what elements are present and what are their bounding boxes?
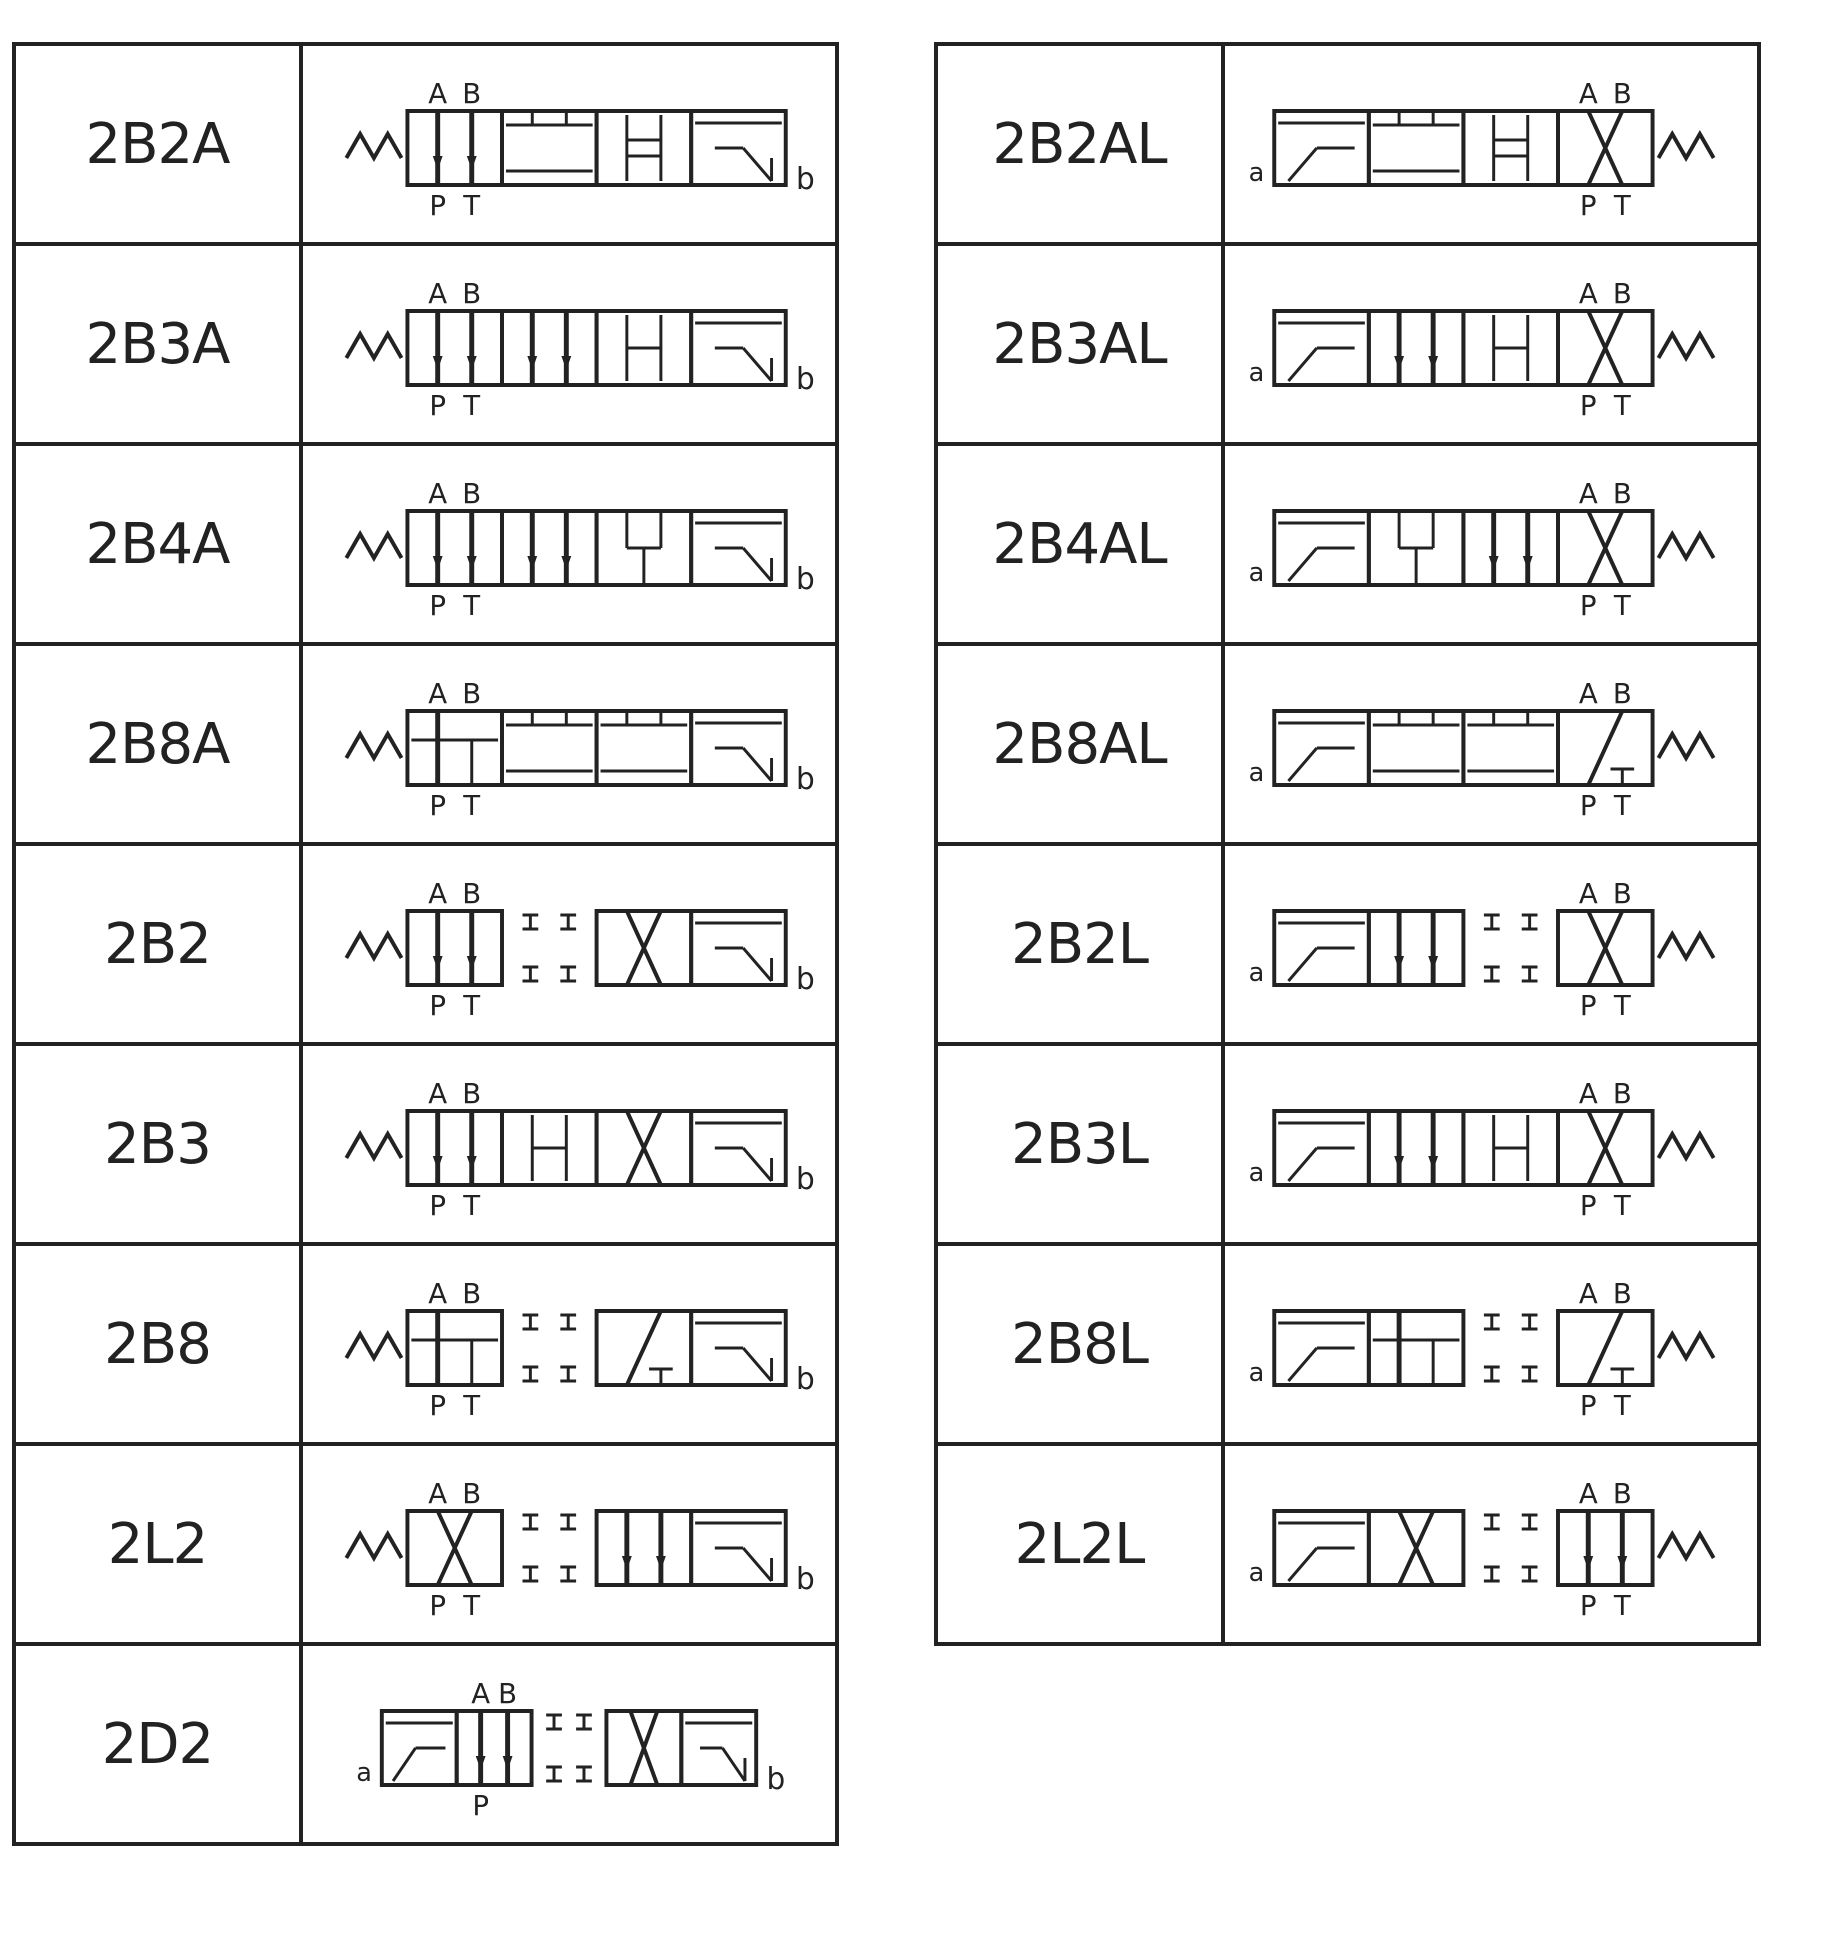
valve-row	[14, 444, 837, 644]
port-label: A	[428, 1476, 448, 1511]
spring-icon	[346, 934, 401, 958]
valve-symbol-icon	[303, 1046, 835, 1242]
valve-position-box	[691, 1111, 786, 1185]
valve-symbol-icon	[303, 46, 835, 242]
port-label: B	[462, 476, 482, 511]
port-label: B	[1612, 76, 1632, 111]
valve-row	[14, 244, 837, 444]
port-label: B	[462, 1076, 482, 1111]
port-label: B	[462, 1276, 482, 1311]
valve-symbol-icon	[1225, 1046, 1757, 1242]
valve-position-box	[1274, 911, 1369, 985]
valve-code: 2L2	[14, 1444, 301, 1644]
valve-position-transition	[522, 1315, 576, 1381]
valve-position-box	[691, 1511, 786, 1585]
port-label: P	[429, 588, 447, 623]
valve-symbol-icon	[303, 446, 835, 642]
spring-icon	[1658, 1334, 1713, 1358]
port-label: B	[1612, 276, 1632, 311]
valve-symbol-cell	[1223, 1044, 1759, 1244]
spring-icon	[1658, 734, 1713, 758]
valve-position-box	[502, 111, 597, 185]
port-label: P	[1579, 388, 1597, 423]
port-label: T	[1613, 1188, 1631, 1223]
valve-position-transition	[1484, 1515, 1538, 1581]
port-label: T	[463, 988, 481, 1023]
valve-symbol-icon	[1225, 646, 1757, 842]
valve-code: 2B3A	[14, 244, 301, 444]
valve-table-left	[12, 42, 839, 1846]
valve-position-box	[407, 311, 502, 385]
valve-symbol-icon	[1225, 846, 1757, 1042]
valve-position-box	[407, 1311, 502, 1385]
port-label: T	[463, 1188, 481, 1223]
valve-position-box	[1558, 1311, 1653, 1385]
port-label: B	[1612, 476, 1632, 511]
port-label: T	[463, 1388, 481, 1423]
valve-position-transition	[522, 1515, 576, 1581]
port-label: A	[1578, 1476, 1598, 1511]
port-label: P	[1579, 1188, 1597, 1223]
valve-position-box	[597, 711, 692, 785]
port-label: T	[1613, 188, 1631, 223]
valve-symbol-icon	[1225, 46, 1757, 242]
spring-icon	[1658, 934, 1713, 958]
port-label: A	[428, 1276, 448, 1311]
valve-position-box	[1274, 1111, 1369, 1185]
valve-row	[936, 644, 1759, 844]
port-label: P	[429, 1188, 447, 1223]
port-label: B	[1612, 876, 1632, 911]
valve-symbol-icon	[303, 1646, 835, 1842]
port-label: P	[1579, 1588, 1597, 1623]
valve-position-box	[1463, 511, 1558, 585]
port-label: A	[1578, 476, 1598, 511]
valve-position-box	[407, 911, 502, 985]
valve-code: 2B8	[14, 1244, 301, 1444]
valve-position-box	[1274, 1311, 1369, 1385]
valve-symbol-cell	[1223, 244, 1759, 444]
port-label: A	[1578, 276, 1598, 311]
valve-position-box	[502, 711, 597, 785]
port-label: P	[472, 1788, 489, 1823]
port-label: T	[1613, 588, 1631, 623]
port-label: A	[471, 1676, 491, 1711]
valve-code: 2L2L	[936, 1444, 1223, 1644]
valve-position-box	[1274, 111, 1369, 185]
spring-icon	[346, 1134, 401, 1158]
valve-position-box	[691, 711, 786, 785]
port-label: A	[428, 276, 448, 311]
valve-position-box	[606, 1711, 681, 1785]
valve-position-box	[597, 1111, 692, 1185]
valve-position-box	[407, 111, 502, 185]
port-label: A	[1578, 1076, 1598, 1111]
valve-row	[936, 1244, 1759, 1444]
valve-position-box	[597, 111, 692, 185]
port-label: T	[463, 388, 481, 423]
valve-position-box	[502, 511, 597, 585]
port-label: P	[429, 1588, 447, 1623]
valve-position-box	[457, 1711, 532, 1785]
valve-position-transition	[522, 915, 576, 981]
valve-position-box	[691, 511, 786, 585]
valve-row	[14, 1444, 837, 1644]
valve-position-box	[1558, 1111, 1653, 1185]
valve-table-right	[934, 42, 1761, 1646]
valve-position-box	[1558, 911, 1653, 985]
valve-row	[936, 244, 1759, 444]
valve-position-box	[1463, 1111, 1558, 1185]
valve-symbol-icon	[1225, 246, 1757, 442]
port-label: P	[429, 988, 447, 1023]
port-label: T	[1613, 1588, 1631, 1623]
valve-position-box	[1369, 111, 1464, 185]
valve-symbol-cell	[1223, 844, 1759, 1044]
valve-table-right-body	[936, 44, 1759, 1644]
valve-position-box	[681, 1711, 756, 1785]
valve-position-box	[597, 1511, 692, 1585]
valve-position-box	[1369, 1111, 1464, 1185]
valve-position-box	[1274, 511, 1369, 585]
valve-code: 2B3	[14, 1044, 301, 1244]
valve-symbol-icon	[1225, 1246, 1757, 1442]
port-label: T	[463, 1588, 481, 1623]
valve-code: 2B2L	[936, 844, 1223, 1044]
port-label: P	[429, 388, 447, 423]
valve-position-box	[1369, 1311, 1464, 1385]
port-label: B	[462, 276, 482, 311]
port-label: b	[796, 761, 815, 798]
valve-symbol-cell	[301, 844, 837, 1044]
valve-position-box	[1463, 111, 1558, 185]
port-label: a	[1248, 1357, 1265, 1389]
port-label: T	[1613, 388, 1631, 423]
valve-position-box	[1369, 711, 1464, 785]
valve-position-box	[407, 711, 502, 785]
valve-row	[936, 1444, 1759, 1644]
valve-code: 2B4AL	[936, 444, 1223, 644]
valve-row	[14, 844, 837, 1044]
valve-row	[936, 44, 1759, 244]
port-label: P	[1579, 1388, 1597, 1423]
valve-row	[936, 1044, 1759, 1244]
valve-position-box	[1369, 511, 1464, 585]
valve-position-box	[1369, 1511, 1464, 1585]
valve-position-box	[407, 1111, 502, 1185]
valve-position-box	[597, 311, 692, 385]
port-label: B	[462, 676, 482, 711]
port-label: b	[796, 161, 815, 198]
valve-position-box	[597, 911, 692, 985]
valve-symbol-cell	[1223, 644, 1759, 844]
valve-symbol-icon	[1225, 446, 1757, 642]
valve-symbol-cell	[301, 1044, 837, 1244]
port-label: b	[796, 1561, 815, 1598]
port-label: b	[796, 361, 815, 398]
valve-symbol-cell	[301, 1244, 837, 1444]
valve-position-box	[502, 311, 597, 385]
spring-icon	[346, 134, 401, 158]
spring-icon	[1658, 534, 1713, 558]
spring-icon	[1658, 1134, 1713, 1158]
port-label: T	[463, 588, 481, 623]
valve-position-box	[1558, 711, 1653, 785]
valve-symbol-cell	[1223, 1444, 1759, 1644]
valve-position-box	[1558, 1511, 1653, 1585]
valve-symbol-cell	[301, 244, 837, 444]
valve-position-box	[1274, 711, 1369, 785]
valve-symbol-icon	[1225, 1446, 1757, 1642]
valve-symbol-cell	[301, 1444, 837, 1644]
port-label: A	[428, 476, 448, 511]
valve-symbol-icon	[303, 1246, 835, 1442]
valve-position-box	[691, 911, 786, 985]
valve-code: 2B2	[14, 844, 301, 1044]
valve-code: 2B3AL	[936, 244, 1223, 444]
valve-code: 2B3L	[936, 1044, 1223, 1244]
valve-table-left-body	[14, 44, 837, 1844]
port-label: A	[428, 76, 448, 111]
valve-code: 2B2AL	[936, 44, 1223, 244]
valve-code: 2B8AL	[936, 644, 1223, 844]
port-label: P	[1579, 588, 1597, 623]
valve-row	[14, 1244, 837, 1444]
valve-symbol-cell	[301, 44, 837, 244]
valve-row	[936, 444, 1759, 644]
port-label: T	[463, 788, 481, 823]
valve-position-box	[407, 511, 502, 585]
valve-symbol-icon	[303, 1446, 835, 1642]
port-label: T	[1613, 788, 1631, 823]
port-label: A	[428, 1076, 448, 1111]
valve-position-box	[597, 1311, 692, 1385]
valve-position-box	[691, 1311, 786, 1385]
valve-position-transition	[546, 1715, 592, 1781]
spring-icon	[346, 1334, 401, 1358]
valve-position-box	[1274, 1511, 1369, 1585]
port-label: A	[428, 676, 448, 711]
port-label: b	[796, 1361, 815, 1398]
valve-code: 2B8L	[936, 1244, 1223, 1444]
port-label: P	[1579, 988, 1597, 1023]
port-label: a	[1248, 557, 1265, 589]
valve-symbol-icon	[303, 846, 835, 1042]
spring-icon	[346, 534, 401, 558]
valve-position-box	[691, 311, 786, 385]
port-label: a	[1248, 957, 1265, 989]
port-label: P	[429, 788, 447, 823]
spring-icon	[346, 734, 401, 758]
valve-position-box	[1463, 711, 1558, 785]
valve-position-box	[502, 1111, 597, 1185]
port-label: A	[428, 876, 448, 911]
port-label: A	[1578, 1276, 1598, 1311]
valve-row	[14, 644, 837, 844]
valve-position-box	[1558, 511, 1653, 585]
valve-code: 2D2	[14, 1644, 301, 1844]
port-label: B	[1612, 676, 1632, 711]
valve-row	[14, 1644, 837, 1844]
valve-symbol-cell	[301, 1644, 837, 1844]
port-label: A	[1578, 876, 1598, 911]
spring-icon	[1658, 134, 1713, 158]
valve-position-box	[407, 1511, 502, 1585]
valve-position-box	[1274, 311, 1369, 385]
valve-position-box	[1558, 111, 1653, 185]
port-label: a	[1248, 1557, 1265, 1589]
port-label: B	[1612, 1476, 1632, 1511]
valve-code: 2B4A	[14, 444, 301, 644]
port-label: A	[1578, 76, 1598, 111]
port-label: a	[356, 1757, 372, 1789]
port-label: a	[1248, 1157, 1265, 1189]
port-label: a	[1248, 357, 1265, 389]
valve-code: 2B8A	[14, 644, 301, 844]
valve-symbol-icon	[303, 246, 835, 442]
valve-symbol-cell	[1223, 44, 1759, 244]
valve-position-box	[1369, 311, 1464, 385]
port-label: A	[1578, 676, 1598, 711]
valve-symbol-cell	[301, 444, 837, 644]
port-label: a	[1248, 157, 1265, 189]
valve-row	[936, 844, 1759, 1044]
port-label: b	[796, 1161, 815, 1198]
valve-position-box	[1369, 911, 1464, 985]
valve-row	[14, 44, 837, 244]
port-label: B	[498, 1676, 518, 1711]
port-label: T	[463, 188, 481, 223]
valve-symbol-cell	[1223, 1244, 1759, 1444]
port-label: b	[796, 961, 815, 998]
port-label: P	[429, 1388, 447, 1423]
port-label: B	[462, 876, 482, 911]
spring-icon	[346, 334, 401, 358]
port-label: b	[796, 561, 815, 598]
valve-symbol-icon	[303, 646, 835, 842]
port-label: b	[766, 1761, 786, 1798]
valve-position-box	[1558, 311, 1653, 385]
port-label: T	[1613, 1388, 1631, 1423]
port-label: P	[1579, 788, 1597, 823]
port-label: P	[429, 188, 447, 223]
port-label: B	[1612, 1276, 1632, 1311]
spring-icon	[1658, 334, 1713, 358]
valve-position-transition	[1484, 915, 1538, 981]
port-label: B	[1612, 1076, 1632, 1111]
valve-position-box	[597, 511, 692, 585]
valve-symbol-cell	[1223, 444, 1759, 644]
valve-position-transition	[1484, 1315, 1538, 1381]
valve-row	[14, 1044, 837, 1244]
port-label: P	[1579, 188, 1597, 223]
spring-icon	[1658, 1534, 1713, 1558]
valve-position-box	[1463, 311, 1558, 385]
port-label: T	[1613, 988, 1631, 1023]
valve-position-box	[382, 1711, 457, 1785]
port-label: B	[462, 1476, 482, 1511]
valve-position-box	[691, 111, 786, 185]
port-label: B	[462, 76, 482, 111]
valve-symbol-cell	[301, 644, 837, 844]
spring-icon	[346, 1534, 401, 1558]
port-label: a	[1248, 757, 1265, 789]
valve-code: 2B2A	[14, 44, 301, 244]
